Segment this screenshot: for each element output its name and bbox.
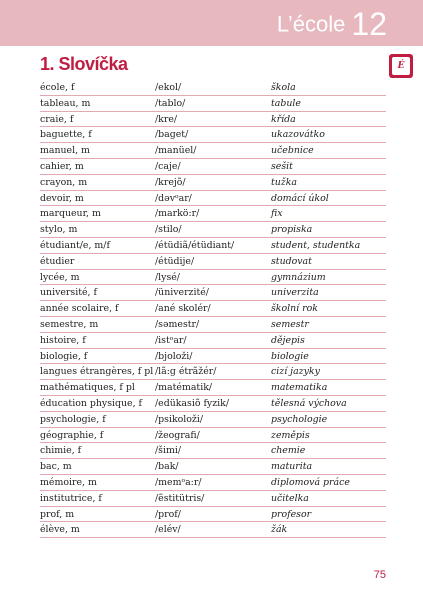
pronunciation: /žeografi/ xyxy=(155,429,200,441)
vocab-row xyxy=(40,238,386,254)
french-word: étudier xyxy=(40,255,75,267)
czech-translation: semestr xyxy=(271,318,309,330)
pronunciation: /səmestr/ xyxy=(155,318,200,330)
pronunciation: /memᵒa:r/ xyxy=(155,476,202,488)
pronunciation: /stilo/ xyxy=(155,224,182,236)
chapter-number: 12 xyxy=(351,6,387,42)
vocab-row xyxy=(40,175,386,191)
vocab-row xyxy=(40,364,386,380)
french-word: psychologie, f xyxy=(40,413,106,425)
czech-translation: biologie xyxy=(271,350,309,362)
vocab-row xyxy=(40,222,386,238)
vocab-row xyxy=(40,428,386,444)
vocab-row xyxy=(40,127,386,143)
czech-translation: chemie xyxy=(271,445,306,457)
pronunciation: /üniverzité/ xyxy=(155,287,209,299)
vocab-row xyxy=(40,443,386,459)
vocab-row xyxy=(40,143,386,159)
czech-translation: psychologie xyxy=(271,413,328,425)
pronunciation: /matématik/ xyxy=(155,382,213,394)
czech-translation: školní rok xyxy=(271,303,318,315)
french-word: année scolaire, f xyxy=(40,303,119,315)
czech-translation: cizí jazyky xyxy=(271,366,320,378)
vocab-row xyxy=(40,96,386,112)
pronunciation: /elév/ xyxy=(155,524,181,536)
czech-translation: tabule xyxy=(271,97,301,109)
czech-translation: profesor xyxy=(271,508,312,520)
czech-translation: dějepis xyxy=(271,334,305,346)
czech-translation: učebnice xyxy=(271,145,314,157)
pronunciation: /psikoloži/ xyxy=(155,413,204,425)
czech-translation: studovat xyxy=(271,255,312,267)
vocab-row xyxy=(40,270,386,286)
pronunciation: /ẽstitütris/ xyxy=(155,492,205,504)
pronunciation: /caje/ xyxy=(155,160,181,172)
czech-translation: univerzita xyxy=(271,287,319,299)
pronunciation: /prof/ xyxy=(155,508,181,520)
czech-translation: ukazovátko xyxy=(271,129,325,141)
section-title: 1. Slovíčka xyxy=(40,54,128,74)
pronunciation: /dəvᵒar/ xyxy=(155,192,192,204)
book-stamp-icon xyxy=(389,54,413,78)
pronunciation: /istᵒar/ xyxy=(155,334,187,346)
czech-translation: škola xyxy=(271,82,296,93)
czech-translation: tužka xyxy=(271,176,298,188)
french-word: prof, m xyxy=(40,508,75,520)
french-word: école, f xyxy=(40,82,75,93)
chapter-title: L’école xyxy=(276,11,346,37)
french-word: géographie, f xyxy=(40,429,104,441)
vocab-row xyxy=(40,349,386,365)
pronunciation: /šimi/ xyxy=(155,445,182,457)
pronunciation: /ekol/ xyxy=(155,82,182,93)
czech-translation: fix xyxy=(271,208,283,220)
vocab-row xyxy=(40,380,386,396)
french-word: étudiant/e, m/f xyxy=(40,239,110,251)
czech-translation: propiska xyxy=(271,224,313,236)
vocab-row xyxy=(40,159,386,175)
french-word: marqueur, m xyxy=(40,208,101,220)
book-stamp-inner: É xyxy=(392,57,410,75)
page-number: 75 xyxy=(373,569,386,581)
czech-translation: křída xyxy=(271,113,296,125)
french-word: histoire, f xyxy=(40,334,86,346)
french-word: biologie, f xyxy=(40,350,88,362)
french-word: université, f xyxy=(40,287,97,299)
czech-translation: žák xyxy=(271,524,288,536)
czech-translation: gymnázium xyxy=(271,271,326,283)
chapter-heading xyxy=(277,6,387,43)
french-word: institutrice, f xyxy=(40,492,102,504)
pronunciation: /baget/ xyxy=(155,129,189,141)
vocab-row xyxy=(40,507,386,523)
czech-translation: diplomová práce xyxy=(271,476,350,488)
czech-translation: maturita xyxy=(271,461,313,473)
vocab-row xyxy=(40,285,386,301)
pronunciation: /étüdije/ xyxy=(155,255,195,267)
french-word: semestre, m xyxy=(40,318,99,330)
vocab-row xyxy=(40,412,386,428)
french-word: mathématiques, f pl xyxy=(40,382,135,394)
french-word: tableau, m xyxy=(40,97,91,109)
french-word: cahier, m xyxy=(40,160,84,172)
vocab-row xyxy=(40,522,386,538)
czech-translation: matematika xyxy=(271,382,328,394)
french-word: langues étrangères, f pl xyxy=(40,366,154,378)
vocab-row xyxy=(40,112,386,128)
pronunciation: /kre/ xyxy=(155,113,178,125)
vocab-row xyxy=(40,396,386,412)
czech-translation: domácí úkol xyxy=(271,192,329,204)
vocab-row xyxy=(40,301,386,317)
vocab-row xyxy=(40,206,386,222)
vocab-row xyxy=(40,333,386,349)
french-word: devoir, m xyxy=(40,192,84,204)
vocabulary-table xyxy=(40,80,386,538)
pronunciation: /ané skolér/ xyxy=(155,303,211,315)
czech-translation: tělesná výchova xyxy=(271,397,347,409)
french-word: lycée, m xyxy=(40,271,80,283)
czech-translation: zeměpis xyxy=(271,429,310,441)
pronunciation: /étüdiã/étüdiant/ xyxy=(155,239,235,251)
french-word: stylo, m xyxy=(40,224,78,236)
czech-translation: student, studentka xyxy=(271,239,361,251)
french-word: élève, m xyxy=(40,524,80,536)
pronunciation: /tablo/ xyxy=(155,97,186,109)
vocab-row xyxy=(40,475,386,491)
french-word: manuel, m xyxy=(40,145,90,157)
pronunciation: /bak/ xyxy=(155,461,179,473)
pronunciation: /bjoloži/ xyxy=(155,350,193,362)
vocab-row xyxy=(40,80,386,96)
french-word: crayon, m xyxy=(40,176,88,188)
french-word: mémoire, m xyxy=(40,476,97,488)
pronunciation: /krejõ/ xyxy=(155,176,186,188)
pronunciation: /edükasiõ fyzik/ xyxy=(155,397,229,409)
french-word: éducation physique, f xyxy=(40,397,143,409)
vocab-row xyxy=(40,254,386,270)
vocab-row xyxy=(40,491,386,507)
french-word: baguette, f xyxy=(40,129,92,141)
vocab-row xyxy=(40,459,386,475)
pronunciation: /lã:g étrãžér/ xyxy=(155,366,217,378)
czech-translation: učitelka xyxy=(271,492,309,504)
french-word: bac, m xyxy=(40,461,72,473)
french-word: craie, f xyxy=(40,113,74,125)
pronunciation: /manüel/ xyxy=(155,145,197,157)
pronunciation: /markö:r/ xyxy=(155,208,200,220)
vocab-row xyxy=(40,317,386,333)
pronunciation: /lysé/ xyxy=(155,271,180,283)
czech-translation: sešit xyxy=(271,160,293,172)
french-word: chimie, f xyxy=(40,445,82,457)
vocab-row xyxy=(40,191,386,207)
